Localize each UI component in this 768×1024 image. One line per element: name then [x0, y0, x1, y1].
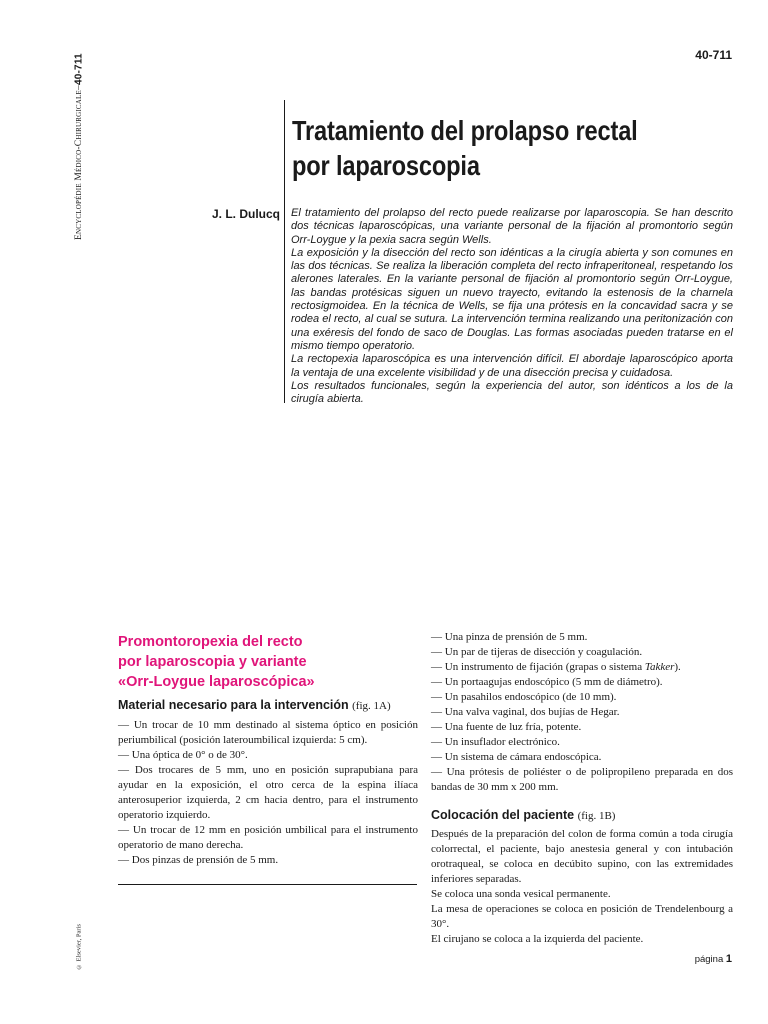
title-line-1: Tratamiento del prolapso rectal	[292, 115, 638, 146]
material-list-left	[118, 718, 418, 868]
encyclopedia-name: Encyclopédie Médico-Chirurgicale	[74, 90, 84, 240]
page-label: página	[694, 954, 724, 965]
header-separator: –	[74, 85, 84, 91]
list-item: — Un trocar de 10 mm destinado al sistema óptico en posición periumbilical (posición lateroumbilical izquierda: 5 cm).	[118, 719, 418, 746]
copyright-vertical: © Elsevier, Paris	[75, 924, 83, 970]
list-item: — Dos trocares de 5 mm, uno en posición suprapubiana para ayudar en la exposición, el otro cerca de la espina ilíaca anterosuperior izquierda, 2 cm hacia dentro, para el instrumento operatorio izquierdo.	[118, 764, 418, 821]
running-header-vertical	[70, 40, 88, 240]
author-name: J. L. Dulucq	[211, 207, 280, 221]
section-heading	[118, 632, 418, 692]
patient-subheading	[431, 808, 733, 822]
abstract-paragraph: Los resultados funcionales, según la experiencia del autor, son idénticos a los de la cirugía abierta.	[291, 379, 733, 406]
list-item: — Un insuflador electrónico.	[431, 736, 560, 748]
section-heading-line: «Orr-Loygue laparoscópica»	[118, 674, 315, 690]
paragraph: El cirujano se coloca a la izquierda del paciente.	[431, 933, 644, 945]
abstract-paragraph: El tratamiento del prolapso del recto puede realizarse por laparoscopia. Se han descrito dos técnicas laparoscópicas, una variante personal de la fijación al promontorio según Orr-Loygue y la pexia sacra según Wells.	[291, 207, 733, 246]
list-item: — Un portaagujas endoscópico (5 mm de diámetro).	[431, 676, 663, 688]
paragraph: Después de la preparación del colon de forma común a toda cirugía colorrectal, el paciente, bajo anestesia general y con intubación orotraqueal, se coloca en decúbito supino, con las extremidades inferiores separadas.	[431, 828, 733, 885]
material-subheading	[118, 698, 428, 712]
side-code: 40-711	[73, 53, 85, 86]
section-heading-line: Promontoropexia del recto	[118, 634, 303, 650]
list-item: — Una fuente de luz fría, potente.	[431, 721, 582, 733]
document-number: 40-711	[695, 48, 732, 62]
column-rule	[118, 884, 417, 885]
list-item: — Una pinza de prensión de 5 mm.	[431, 631, 588, 643]
brand-name: Takker	[644, 661, 675, 673]
list-item: — Un instrumento de fijación (grapas o sistema Takker).	[431, 661, 681, 673]
list-item: — Una valva vaginal, dos bujías de Hegar.	[431, 706, 620, 718]
list-item: — Una óptica de 0° o de 30°.	[118, 749, 248, 761]
list-item: — Un par de tijeras de disección y coagulación.	[431, 646, 643, 658]
list-item: — Una prótesis de poliéster o de polipropileno preparada en dos bandas de 30 mm x 200 mm.	[431, 766, 733, 793]
list-item: — Un pasahilos endoscópico (de 10 mm).	[431, 691, 617, 703]
paragraph: La mesa de operaciones se coloca en posición de Trendelenbourg a 30°.	[431, 903, 733, 930]
figure-reference: (fig. 1B)	[577, 810, 616, 822]
page-number-value: 1	[725, 953, 732, 965]
page-number	[695, 953, 732, 965]
section-heading-line: por laparoscopia y variante	[118, 654, 307, 670]
material-title: Material necesario para la intervención	[118, 698, 349, 712]
patient-text	[431, 827, 733, 947]
vertical-divider	[284, 100, 285, 403]
figure-reference: (fig. 1A)	[352, 700, 391, 712]
abstract-paragraph: La rectopexia laparoscópica es una intervención difícil. El abordaje laparoscópico aporta la ventaja de una excelente visibilidad y de una disección precisa y cuidadosa.	[291, 353, 733, 379]
paragraph: Se coloca una sonda vesical permanente.	[431, 888, 611, 900]
list-item: — Un trocar de 12 mm en posición umbilical para el instrumento operatorio de mano derecha.	[118, 824, 418, 851]
article-title	[292, 113, 670, 183]
abstract	[291, 207, 733, 406]
patient-title: Colocación del paciente	[431, 808, 575, 822]
abstract-paragraph: La exposición y la disección del recto son idénticas a la cirugía abierta y son comunes en las dos técnicas. Se realiza la liberación completa del recto infraperitoneal, respetando los alerones laterales. En la variante personal de fijación al promontorio según Orr-Loygue, las bandas protésicas siguen un nuevo trayecto, evitando la estenosis de la charnela rectosigmoidea. En la técnica de Wells, se fija una prótesis en la concavidad sacra y se rodea el recto, al cual se sutura. La intervención termina realizando una peritonización con una exéresis del fondo de saco de Douglas. Las formas asociadas pueden tratarse en el mismo tiempo operatorio.	[291, 246, 733, 352]
material-list-right	[431, 630, 733, 795]
list-item: — Un sistema de cámara endoscópica.	[431, 751, 602, 763]
list-item: — Dos pinzas de prensión de 5 mm.	[118, 854, 279, 866]
title-line-2: por laparoscopia	[292, 150, 480, 181]
